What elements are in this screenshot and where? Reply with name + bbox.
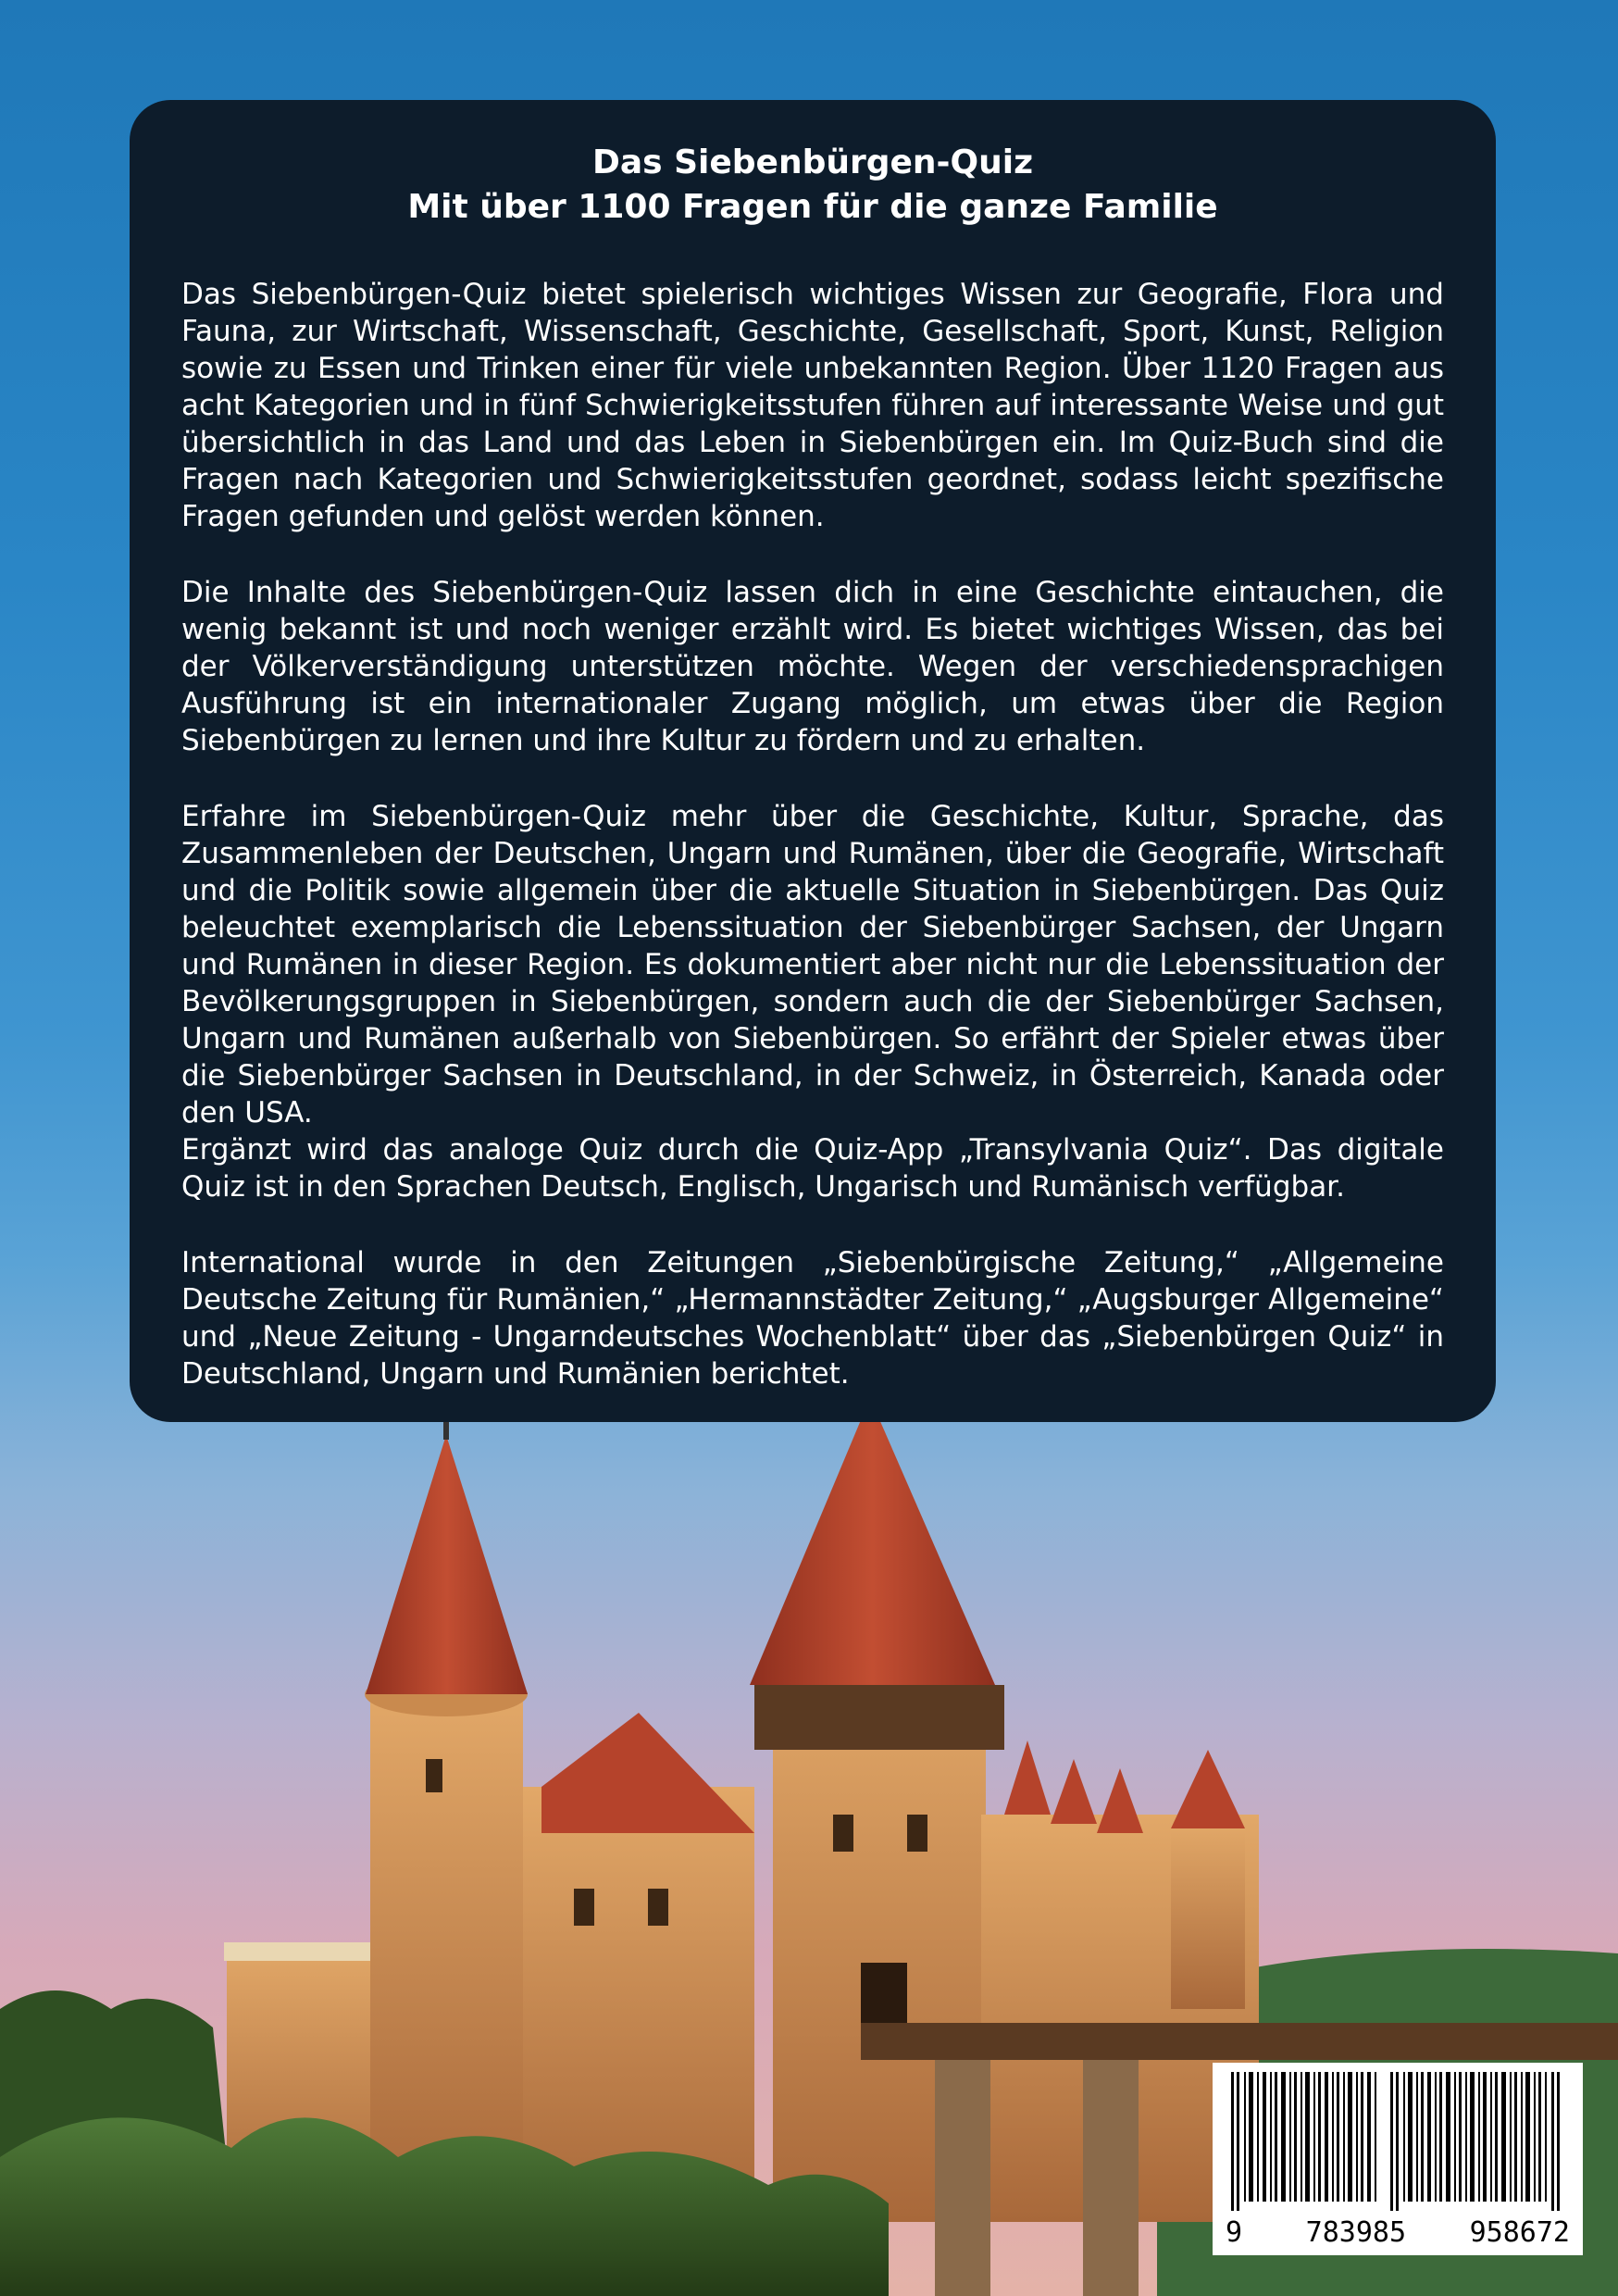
right-tower	[1171, 1824, 1245, 2009]
turret-roof-2	[1051, 1759, 1097, 1824]
central-spire-roof	[750, 1398, 995, 1685]
title-line-2: Mit über 1100 Fragen für die ganze Familie	[407, 188, 1218, 226]
paragraph-app: Ergänzt wird das analoge Quiz durch die Quiz-App „Transylvania Quiz“. Das digitale Quiz ist in den Sprachen Deutsch, Englisch, Ungarisch und Rumänisch verfügbar.	[181, 1133, 1444, 1204]
paragraph-contents: Die Inhalte des Siebenbürgen-Quiz lassen dich in eine Geschichte eintauchen, die wenig bekannt ist und noch weniger erzählt wird. Es bietet wichtiges Wissen, das bei der Völkerverständigung unterstützen möchte. Wegen der verschiedensprachigen Ausführung ist ein internationaler Zugang möglich, um etwas über die Region Siebenbürgen zu lernen und ihre Kultur zu fördern und zu erhalten.	[181, 576, 1444, 757]
turret-roof-1	[1004, 1741, 1051, 1815]
window	[574, 1889, 594, 1926]
turret-roof-4	[1171, 1750, 1245, 1828]
isbn-digits	[1226, 2216, 1570, 2249]
isbn-prefix: 9	[1226, 2216, 1243, 2249]
barcode-bars	[1226, 2072, 1570, 2211]
left-spire-roof	[366, 1435, 528, 1694]
window	[426, 1759, 442, 1792]
window	[648, 1889, 668, 1926]
isbn-group-1: 783985	[1305, 2216, 1407, 2249]
paragraph-press: International wurde in den Zeitungen „Siebenbürgische Zeitung,“ „Allgemeine Deutsche Zeitung für Rumänien,“ „Hermannstädter Zeitung,“ „Augsburger Allgemeine“ und „Neue Zeitung - Ungarndeutsches Wochenblatt“ über das „Siebenbürgen Quiz“ in Deutschland, Ungarn und Rumänien berichtet.	[181, 1246, 1444, 1391]
isbn-group-2: 958672	[1469, 2216, 1570, 2249]
foreground-foliage	[0, 2117, 889, 2296]
description-panel	[130, 100, 1496, 1422]
paragraph-history: Erfahre im Siebenbürgen-Quiz mehr über die Geschichte, Kultur, Sprache, das Zusammenleben der Deutschen, Ungarn und Rumänen, über die Geografie, Wirtschaft und die Politik sowie allgemein über die aktuelle Situation in Siebenbürgen. Das Quiz beleuchtet exemplarisch die Lebenssituation der Siebenbürger Sachsen, der Ungarn und Rumänen in dieser Region. Es dokumentiert aber nicht nur die Lebenssituation der Bevölkerungsgruppen in Siebenbürgen, sondern auch die der Siebenbürger Sachsen, Ungarn und Rumänen außerhalb von Siebenbürgen. So erfährt der Spieler etwas über die Siebenbürger Sachsen in Deutschland, in der Schweiz, in Österreich, Kanada oder den USA.	[181, 800, 1444, 1129]
bridge-pillar	[935, 2060, 990, 2296]
paragraph-intro: Das Siebenbürgen-Quiz bietet spielerisch wichtiges Wissen zur Geografie, Flora und Fauna, zur Wirtschaft, Wissenschaft, Geschichte, Gesellschaft, Sport, Kunst, Religion sowie zu Essen und Trinken einer für viele unbekannten Region. Über 1120 Fragen aus acht Kategorien und in fünf Schwierigkeitsstufen führen auf interessante Weise und gut übersichtlich in das Land und das Leben in Siebenbürgen ein. Im Quiz-Buch sind die Fragen nach Kategorien und Schwierigkeitsstufen geordnet, sodass leicht spezifische Fragen gefunden und gelöst werden können.	[181, 278, 1444, 533]
bridge	[861, 2023, 1618, 2060]
window	[833, 1815, 853, 1852]
isbn-barcode	[1213, 2063, 1583, 2255]
turret-roof-3	[1097, 1768, 1143, 1833]
bridge-pillar	[1083, 2060, 1139, 2296]
tower-gallery	[754, 1685, 1004, 1750]
keep-roof	[541, 1713, 754, 1833]
window	[907, 1815, 927, 1852]
gate	[861, 1963, 907, 2028]
round-tower-left	[370, 1694, 523, 2213]
title-line-1: Das Siebenbürgen-Quiz	[591, 144, 1034, 181]
